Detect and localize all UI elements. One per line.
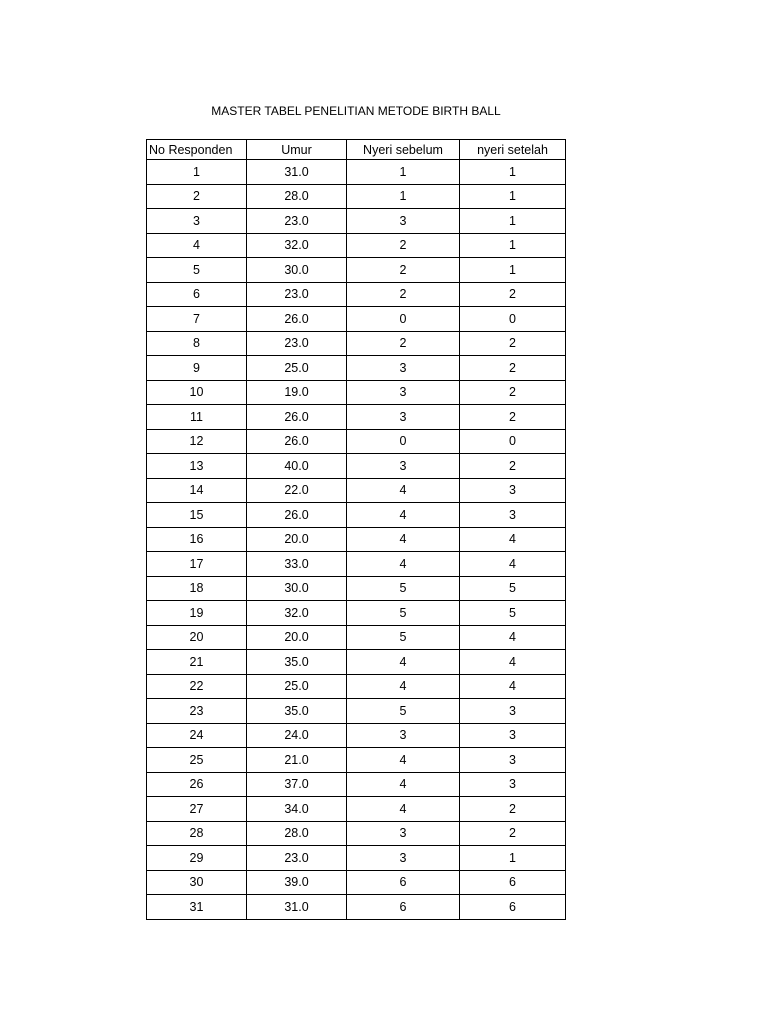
table-row [147,331,566,356]
cell-no-responden: 24 [147,723,247,748]
cell-nyeri-setelah: 4 [460,625,566,650]
cell-nyeri-sebelum: 4 [347,503,460,528]
cell-nyeri-setelah: 2 [460,405,566,430]
cell-no-responden: 15 [147,503,247,528]
cell-nyeri-sebelum: 0 [347,307,460,332]
table-row [147,454,566,479]
cell-nyeri-setelah: 6 [460,895,566,920]
cell-no-responden: 4 [147,233,247,258]
cell-nyeri-setelah: 6 [460,870,566,895]
cell-nyeri-setelah: 4 [460,650,566,675]
cell-nyeri-setelah: 1 [460,160,566,185]
table-row [147,258,566,283]
cell-nyeri-sebelum: 3 [347,723,460,748]
cell-no-responden: 20 [147,625,247,650]
cell-no-responden: 10 [147,380,247,405]
cell-nyeri-setelah: 4 [460,552,566,577]
cell-no-responden: 7 [147,307,247,332]
cell-nyeri-setelah: 4 [460,674,566,699]
cell-nyeri-setelah: 3 [460,723,566,748]
page-title: MASTER TABEL PENELITIAN METODE BIRTH BALL [211,104,501,118]
cell-nyeri-sebelum: 3 [347,821,460,846]
table-row [147,846,566,871]
table-row [147,870,566,895]
cell-nyeri-setelah: 2 [460,821,566,846]
cell-umur: 32.0 [247,233,347,258]
cell-umur: 32.0 [247,601,347,626]
cell-umur: 23.0 [247,282,347,307]
cell-umur: 35.0 [247,650,347,675]
cell-nyeri-sebelum: 3 [347,405,460,430]
cell-no-responden: 11 [147,405,247,430]
cell-umur: 20.0 [247,625,347,650]
table-row [147,405,566,430]
cell-no-responden: 26 [147,772,247,797]
cell-no-responden: 25 [147,748,247,773]
cell-nyeri-setelah: 1 [460,184,566,209]
table-row [147,527,566,552]
cell-no-responden: 3 [147,209,247,234]
cell-umur: 20.0 [247,527,347,552]
table-row [147,601,566,626]
cell-nyeri-sebelum: 4 [347,748,460,773]
cell-umur: 30.0 [247,258,347,283]
cell-no-responden: 16 [147,527,247,552]
cell-no-responden: 1 [147,160,247,185]
cell-umur: 23.0 [247,209,347,234]
table-row [147,307,566,332]
cell-nyeri-sebelum: 3 [347,454,460,479]
cell-nyeri-sebelum: 4 [347,650,460,675]
cell-nyeri-sebelum: 4 [347,772,460,797]
cell-nyeri-sebelum: 1 [347,160,460,185]
table-row [147,821,566,846]
cell-no-responden: 22 [147,674,247,699]
cell-no-responden: 31 [147,895,247,920]
table-header [147,140,566,160]
cell-no-responden: 21 [147,650,247,675]
table-row [147,503,566,528]
header-nyeri-setelah: nyeri setelah [460,140,566,160]
cell-umur: 30.0 [247,576,347,601]
cell-nyeri-sebelum: 5 [347,576,460,601]
table-row [147,895,566,920]
table-row [147,723,566,748]
cell-nyeri-setelah: 1 [460,258,566,283]
cell-nyeri-sebelum: 4 [347,797,460,822]
header-umur: Umur [247,140,347,160]
cell-nyeri-setelah: 4 [460,527,566,552]
cell-umur: 26.0 [247,429,347,454]
cell-no-responden: 6 [147,282,247,307]
cell-umur: 37.0 [247,772,347,797]
cell-umur: 26.0 [247,503,347,528]
table-row [147,380,566,405]
cell-no-responden: 2 [147,184,247,209]
cell-no-responden: 28 [147,821,247,846]
cell-no-responden: 8 [147,331,247,356]
cell-nyeri-sebelum: 4 [347,527,460,552]
cell-no-responden: 18 [147,576,247,601]
table-row [147,160,566,185]
cell-nyeri-setelah: 2 [460,380,566,405]
table-row [147,674,566,699]
cell-nyeri-setelah: 3 [460,748,566,773]
cell-umur: 35.0 [247,699,347,724]
table-row [147,233,566,258]
table-row [147,625,566,650]
table-row [147,699,566,724]
cell-nyeri-sebelum: 3 [347,380,460,405]
cell-nyeri-sebelum: 3 [347,356,460,381]
cell-umur: 26.0 [247,405,347,430]
cell-nyeri-sebelum: 5 [347,699,460,724]
cell-nyeri-sebelum: 6 [347,895,460,920]
table-row [147,552,566,577]
cell-no-responden: 9 [147,356,247,381]
cell-nyeri-setelah: 2 [460,282,566,307]
cell-no-responden: 23 [147,699,247,724]
cell-nyeri-setelah: 2 [460,797,566,822]
master-table [146,139,566,920]
cell-nyeri-setelah: 1 [460,233,566,258]
cell-nyeri-setelah: 3 [460,478,566,503]
cell-nyeri-sebelum: 3 [347,209,460,234]
cell-umur: 24.0 [247,723,347,748]
cell-nyeri-sebelum: 6 [347,870,460,895]
cell-umur: 25.0 [247,356,347,381]
cell-no-responden: 13 [147,454,247,479]
cell-no-responden: 12 [147,429,247,454]
cell-umur: 28.0 [247,184,347,209]
cell-nyeri-sebelum: 3 [347,846,460,871]
cell-umur: 19.0 [247,380,347,405]
header-no-responden: No Responden [147,140,247,160]
cell-nyeri-setelah: 2 [460,356,566,381]
table-row [147,356,566,381]
cell-nyeri-setelah: 2 [460,331,566,356]
cell-nyeri-setelah: 0 [460,307,566,332]
cell-umur: 21.0 [247,748,347,773]
cell-no-responden: 27 [147,797,247,822]
cell-umur: 22.0 [247,478,347,503]
header-nyeri-sebelum: Nyeri sebelum [347,140,460,160]
cell-nyeri-sebelum: 0 [347,429,460,454]
cell-no-responden: 17 [147,552,247,577]
cell-nyeri-sebelum: 2 [347,233,460,258]
table-row [147,650,566,675]
cell-nyeri-sebelum: 5 [347,625,460,650]
cell-nyeri-setelah: 1 [460,209,566,234]
cell-umur: 23.0 [247,846,347,871]
cell-no-responden: 19 [147,601,247,626]
cell-nyeri-sebelum: 5 [347,601,460,626]
table-row [147,429,566,454]
cell-umur: 26.0 [247,307,347,332]
cell-nyeri-sebelum: 4 [347,674,460,699]
cell-nyeri-setelah: 3 [460,772,566,797]
table-row [147,772,566,797]
cell-nyeri-sebelum: 2 [347,258,460,283]
cell-no-responden: 29 [147,846,247,871]
cell-no-responden: 30 [147,870,247,895]
cell-nyeri-sebelum: 2 [347,331,460,356]
cell-nyeri-setelah: 2 [460,454,566,479]
cell-nyeri-setelah: 1 [460,846,566,871]
cell-umur: 39.0 [247,870,347,895]
cell-nyeri-sebelum: 1 [347,184,460,209]
cell-umur: 40.0 [247,454,347,479]
table-row [147,797,566,822]
cell-umur: 33.0 [247,552,347,577]
cell-no-responden: 5 [147,258,247,283]
cell-nyeri-sebelum: 2 [347,282,460,307]
table-row [147,748,566,773]
cell-umur: 31.0 [247,895,347,920]
cell-umur: 28.0 [247,821,347,846]
cell-no-responden: 14 [147,478,247,503]
cell-nyeri-sebelum: 4 [347,478,460,503]
table-row [147,478,566,503]
cell-nyeri-setelah: 0 [460,429,566,454]
table-row [147,282,566,307]
cell-umur: 34.0 [247,797,347,822]
cell-nyeri-setelah: 3 [460,699,566,724]
table-body [147,160,566,920]
cell-nyeri-setelah: 5 [460,601,566,626]
table-row [147,576,566,601]
table-row [147,209,566,234]
cell-umur: 31.0 [247,160,347,185]
cell-umur: 25.0 [247,674,347,699]
table-row [147,184,566,209]
cell-nyeri-setelah: 5 [460,576,566,601]
cell-nyeri-sebelum: 4 [347,552,460,577]
cell-nyeri-setelah: 3 [460,503,566,528]
header-row [147,140,566,160]
cell-umur: 23.0 [247,331,347,356]
